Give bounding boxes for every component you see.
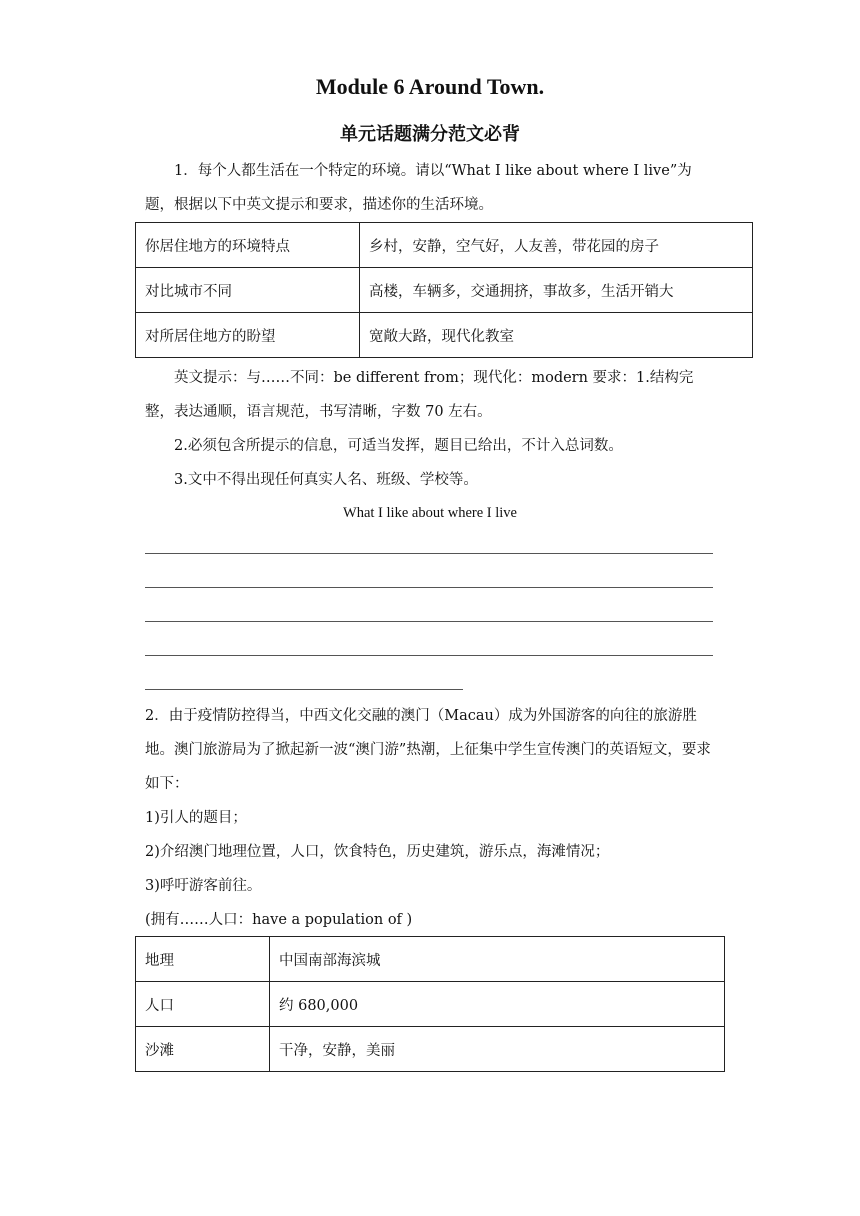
page-title: Module 6 Around Town. <box>315 74 545 99</box>
table-cell: 干净，安静，美丽 <box>270 1027 725 1072</box>
q1-requirement-3: 3.文中不得出现任何真实人名、班级、学校等。 <box>174 472 478 488</box>
q1-requirement-2: 2.必须包含所提示的信息，可适当发挥，题目已给出，不计入总词数。 <box>174 438 623 454</box>
table-cell: 对所居住地方的盼望 <box>136 313 360 358</box>
table-cell: 人口 <box>136 982 270 1027</box>
answer-line <box>145 587 713 588</box>
q2-requirement-3: 3)呼吁游客前往。 <box>145 878 262 894</box>
essay-title: What I like about where I live <box>343 505 517 521</box>
table-cell: 对比城市不同 <box>136 268 360 313</box>
answer-line <box>145 553 713 554</box>
table-cell: 中国南部海滨城 <box>270 937 725 982</box>
answer-line <box>145 621 713 622</box>
table-row <box>136 937 725 982</box>
table-cell: 沙滩 <box>136 1027 270 1072</box>
page-subtitle: 单元话题满分范文必背 <box>340 124 520 145</box>
q2-hint: (拥有……人口：have a population of ) <box>145 912 413 928</box>
answer-line <box>145 689 463 690</box>
q2-requirement-1: 1)引人的题目； <box>145 810 247 826</box>
table-cell: 地理 <box>136 937 270 982</box>
table-row <box>136 223 753 268</box>
table-row <box>136 268 753 313</box>
q2-requirement-2: 2)介绍澳门地理位置，人口，饮食特色，历史建筑，游乐点，海滩情况； <box>145 844 610 860</box>
q1-hints: 英文提示：与……不同：be different from；现代化：modern 要求：1.结构完整，表达通顺，语言规范，书写清晰，字数 70 左右。 <box>145 370 694 420</box>
answer-line <box>145 655 713 656</box>
table-cell: 约 680,000 <box>270 982 725 1027</box>
table-row <box>136 313 753 358</box>
table-cell: 乡村，安静，空气好，人友善，带花园的房子 <box>360 223 753 268</box>
q1-table <box>135 222 753 358</box>
table-cell: 宽敞大路，现代化教室 <box>360 313 753 358</box>
q2-table <box>135 936 725 1072</box>
table-row <box>136 982 725 1027</box>
q1-prompt: 1．每个人都生活在一个特定的环境。请以“What I like about where I live”为题，根据以下中英文提示和要求，描述你的生活环境。 <box>145 163 692 213</box>
table-row <box>136 1027 725 1072</box>
table-cell: 你居住地方的环境特点 <box>136 223 360 268</box>
q2-prompt: 2．由于疫情防控得当，中西文化交融的澳门（Macau）成为外国游客的向往的旅游胜地。澳门旅游局为了掀起新一波“澳门游”热潮，上征集中学生宣传澳门的英语短文，要求如下： <box>145 708 711 792</box>
table-cell: 高楼，车辆多，交通拥挤，事故多，生活开销大 <box>360 268 753 313</box>
